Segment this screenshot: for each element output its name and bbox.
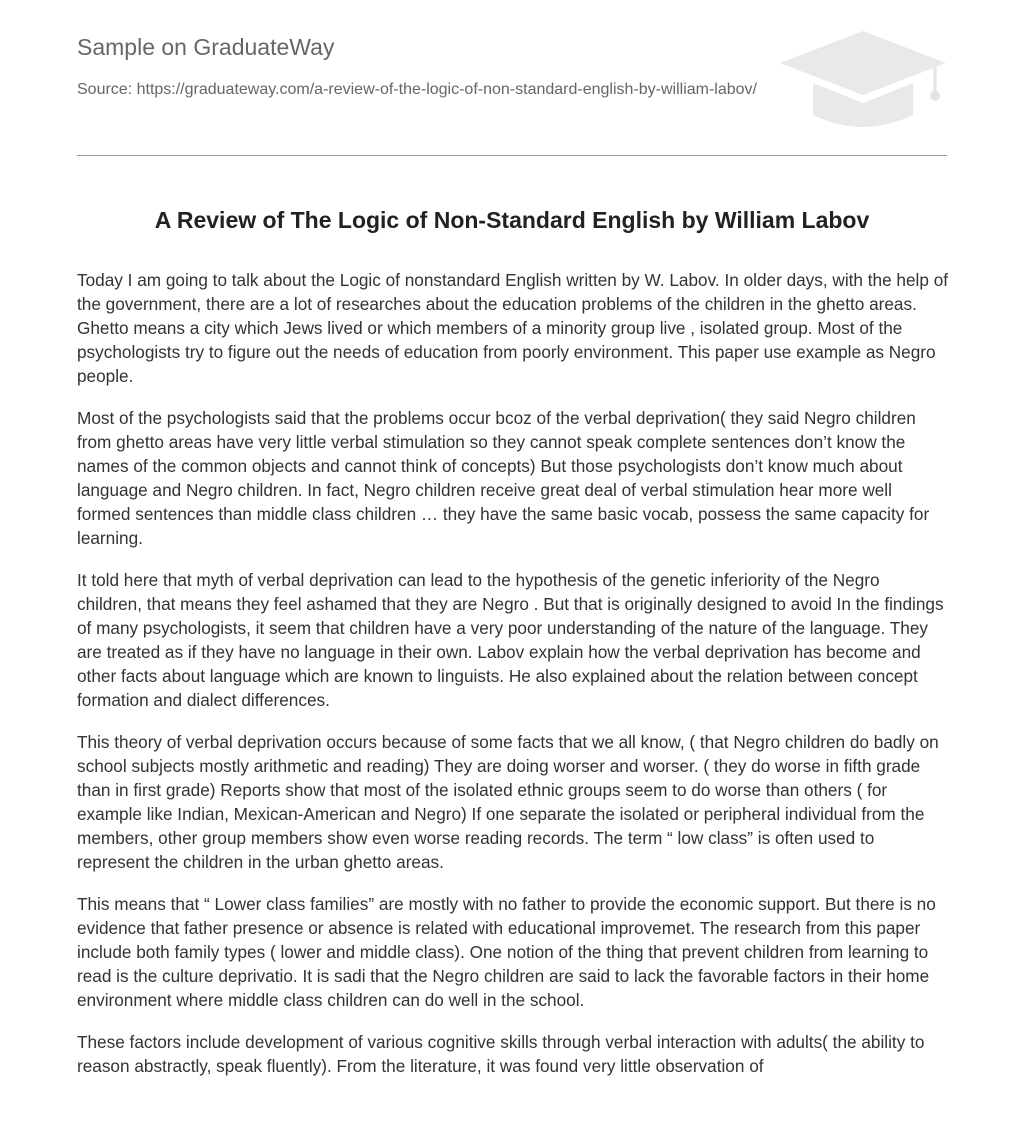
- source-label: Source:: [77, 81, 133, 98]
- paragraph: It told here that myth of verbal deprivation can lead to the hypothesis of the genetic inferiority of the Negro children, that means they feel ashamed that they are Negro . But that is originally designed to avoid In the findings of many psychologists, it seem that children have a very poor understanding of the nature of the language. They are treated as if they have no language in their own. Labov explain how the verbal deprivation has become and other facts about language which are known to linguists. He also explained about the relation between concept formation and dialect differences.: [77, 570, 944, 710]
- article-title: A Review of The Logic of Non-Standard English by William Labov: [154, 207, 870, 233]
- paragraph: These factors include development of various cognitive skills through verbal interaction with adults( the ability to reason abstractly, speak fluently). From the literature, it was found very little observation of: [77, 1032, 925, 1076]
- paragraph: Today I am going to talk about the Logic of nonstandard English written by W. Labov. In older days, with the help of the government, there are a lot of researches about the education problems of the children in the ghetto areas. Ghetto means a city which Jews lived or which members of a minority group live , isolated group. Most of the psychologists try to figure out the needs of education from poorly environment. This paper use example as Negro people.: [77, 270, 949, 386]
- graduation-cap-icon: [780, 31, 946, 131]
- header-divider: [77, 155, 947, 156]
- article-body: [77, 268, 949, 1136]
- source-line: [77, 79, 757, 100]
- source-link[interactable]: https://graduateway.com/a-review-of-the-logic-of-non-standard-english-by-william-labov/: [136, 81, 757, 98]
- paragraph: This theory of verbal deprivation occurs because of some facts that we all know, ( that Negro children do badly on school subjects mostly arithmetic and reading) They are doing worser and worser. ( they do worse in fifth grade than in first grade) Reports show that most of the isolated ethnic groups seem to do worse than others ( for example like Indian, Mexican-American and Negro) If one separate the isolated or peripheral individual from the members, other group members show even worse reading records. The term “ low class” is often used to represent the children in the urban ghetto areas.: [77, 732, 939, 872]
- paragraph: This means that “ Lower class families” are mostly with no father to provide the economic support. But there is no evidence that father presence or absence is related with educational improvemet. The research from this paper include both family types ( lower and middle class). One notion of the thing that prevent children from learning to read is the culture deprivatio. It is sadi that the Negro children are said to lack the favorable factors in their home environment where middle class children can do well in the school.: [77, 894, 936, 1010]
- page-header: [77, 0, 947, 156]
- paragraph: Most of the psychologists said that the problems occur bcoz of the verbal deprivation( they said Negro children from ghetto areas have very little verbal stimulation so they cannot speak complete sentences don’t know the names of the common objects and cannot think of concepts) But those psychologists don’t know much about language and Negro children. In fact, Negro children receive great deal of verbal stimulation hear more well formed sentences than middle class children … they have the same basic vocab, possess the same capacity for learning.: [77, 408, 930, 548]
- site-name: Sample on GraduateWay: [77, 34, 335, 60]
